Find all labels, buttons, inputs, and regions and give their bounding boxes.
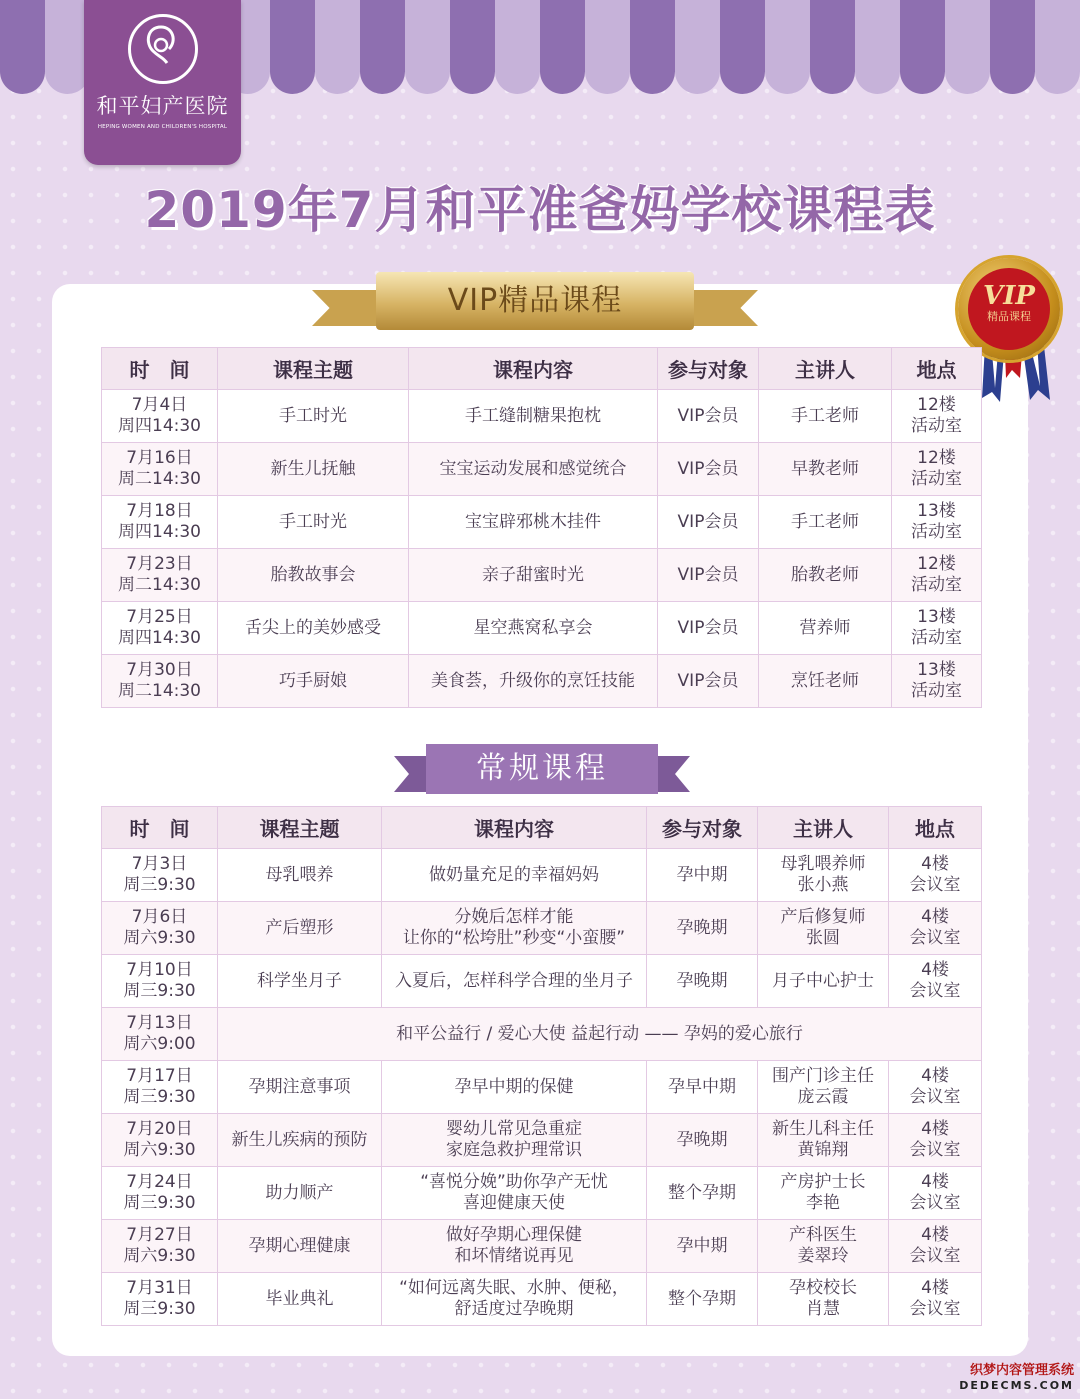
cell-audience: 孕晚期 — [647, 1114, 758, 1167]
header-place: 地点 — [892, 348, 982, 390]
cell-speaker: 围产门诊主任 庞云霞 — [758, 1061, 889, 1114]
awning-scallop — [0, 50, 45, 94]
cell-place: 13楼 活动室 — [892, 602, 982, 655]
cell-place: 12楼 活动室 — [892, 443, 982, 496]
cell-topic: 母乳喂养 — [218, 849, 382, 902]
vip-table-header-row — [102, 348, 982, 390]
cell-time: 7月3日 周三9:30 — [102, 849, 218, 902]
cell-speaker: 新生儿科主任 黄锦翔 — [758, 1114, 889, 1167]
awning-scallop — [630, 50, 675, 94]
table-row — [102, 849, 982, 902]
table-row — [102, 1061, 982, 1114]
cell-time: 7月30日 周二14:30 — [102, 655, 218, 708]
header-time: 时 间 — [102, 348, 218, 390]
cell-time: 7月25日 周四14:30 — [102, 602, 218, 655]
table-row — [102, 549, 982, 602]
cell-topic: 新生儿抚触 — [218, 443, 409, 496]
cell-time: 7月13日 周六9:00 — [102, 1008, 218, 1061]
header-speaker: 主讲人 — [758, 807, 889, 849]
awning-scallop — [360, 50, 405, 94]
cell-content: 亲子甜蜜时光 — [409, 549, 658, 602]
cell-place: 12楼 活动室 — [892, 390, 982, 443]
cell-merged-event: 和平公益行 / 爱心大使 益起行动 —— 孕妈的爱心旅行 — [218, 1008, 982, 1061]
cell-topic: 孕期心理健康 — [218, 1220, 382, 1273]
cell-speaker: 产房护士长 李艳 — [758, 1167, 889, 1220]
vip-course-table — [101, 347, 982, 708]
cell-topic: 手工时光 — [218, 390, 409, 443]
awning-scallop — [990, 50, 1035, 94]
cell-speaker: 早教老师 — [759, 443, 892, 496]
page-title: 2019年7月和平准爸妈学校课程表 — [144, 181, 936, 239]
medal-vip-text: VIP — [983, 281, 1035, 311]
cell-topic: 新生儿疾病的预防 — [218, 1114, 382, 1167]
awning-scallop — [810, 50, 855, 94]
cell-speaker: 手工老师 — [759, 390, 892, 443]
cell-time: 7月24日 周三9:30 — [102, 1167, 218, 1220]
cell-content: 入夏后，怎样科学合理的坐月子 — [382, 955, 647, 1008]
cell-audience: 孕早中期 — [647, 1061, 758, 1114]
table-row — [102, 1220, 982, 1273]
cell-audience: 孕晚期 — [647, 955, 758, 1008]
table-row — [102, 390, 982, 443]
cell-content: “喜悦分娩”助你孕产无忧 喜迎健康天使 — [382, 1167, 647, 1220]
cell-speaker: 产后修复师 张圆 — [758, 902, 889, 955]
cell-content: 手工缝制糖果抱枕 — [409, 390, 658, 443]
header-place: 地点 — [889, 807, 982, 849]
watermark-line2: DEDECMS.COM — [959, 1379, 1074, 1392]
cell-content: 孕早中期的保健 — [382, 1061, 647, 1114]
header-topic: 课程主题 — [218, 807, 382, 849]
regular-section-banner — [394, 744, 690, 800]
cell-time: 7月6日 周六9:30 — [102, 902, 218, 955]
awning-scallop — [495, 50, 540, 94]
awning-scallop — [315, 50, 360, 94]
cell-content: 分娩后怎样才能 让你的“松垮肚”秒变“小蛮腰” — [382, 902, 647, 955]
regular-section-heading: 常规课程 — [426, 744, 658, 794]
cell-audience: VIP会员 — [658, 390, 759, 443]
cell-place: 4楼 会议室 — [889, 849, 982, 902]
cell-topic: 孕期注意事项 — [218, 1061, 382, 1114]
cell-time: 7月20日 周六9:30 — [102, 1114, 218, 1167]
cell-topic: 产后塑形 — [218, 902, 382, 955]
cell-audience: 孕晚期 — [647, 902, 758, 955]
cell-place: 4楼 会议室 — [889, 1220, 982, 1273]
header-speaker: 主讲人 — [759, 348, 892, 390]
awning-scallop — [1035, 50, 1080, 94]
medal-disc — [958, 258, 1060, 360]
cell-place: 13楼 活动室 — [892, 655, 982, 708]
cell-time: 7月18日 周四14:30 — [102, 496, 218, 549]
cell-topic: 科学坐月子 — [218, 955, 382, 1008]
cell-speaker: 烹饪老师 — [759, 655, 892, 708]
cell-place: 12楼 活动室 — [892, 549, 982, 602]
header-topic: 课程主题 — [218, 348, 409, 390]
awning-scallop — [720, 50, 765, 94]
cell-place: 4楼 会议室 — [889, 955, 982, 1008]
cell-speaker: 胎教老师 — [759, 549, 892, 602]
cell-content: 星空燕窝私享会 — [409, 602, 658, 655]
cell-place: 13楼 活动室 — [892, 496, 982, 549]
cell-content: 宝宝运动发展和感觉统合 — [409, 443, 658, 496]
cell-audience: VIP会员 — [658, 443, 759, 496]
cell-content: 宝宝辟邪桃木挂件 — [409, 496, 658, 549]
header-content: 课程内容 — [409, 348, 658, 390]
cell-content: “如何远离失眠、水肿、便秘， 舒适度过孕晚期 — [382, 1273, 647, 1326]
cell-topic: 手工时光 — [218, 496, 409, 549]
cell-topic: 助力顺产 — [218, 1167, 382, 1220]
hospital-emblem-icon — [128, 14, 198, 84]
table-row — [102, 1167, 982, 1220]
cell-time: 7月4日 周四14:30 — [102, 390, 218, 443]
medal-sub-text: 精品课程 — [987, 310, 1031, 323]
cell-speaker: 孕校校长 肖慧 — [758, 1273, 889, 1326]
table-row — [102, 602, 982, 655]
hospital-logo — [84, 0, 241, 165]
cell-audience: VIP会员 — [658, 549, 759, 602]
hospital-name-en: HEPING WOMEN AND CHILDREN'S HOSPITAL — [97, 124, 228, 130]
vip-section-heading: VIP精品课程 — [376, 272, 694, 330]
header-audience: 参与对象 — [658, 348, 759, 390]
cell-speaker: 产科医生 姜翠玲 — [758, 1220, 889, 1273]
table-row — [102, 902, 982, 955]
awning-scallop — [270, 50, 315, 94]
header-audience: 参与对象 — [647, 807, 758, 849]
cell-topic: 巧手厨娘 — [218, 655, 409, 708]
awning-scallop — [585, 50, 630, 94]
header-time: 时 间 — [102, 807, 218, 849]
cell-audience: 整个孕期 — [647, 1273, 758, 1326]
cell-place: 4楼 会议室 — [889, 902, 982, 955]
cell-time: 7月23日 周二14:30 — [102, 549, 218, 602]
awning-scallop — [900, 50, 945, 94]
table-row — [102, 655, 982, 708]
awning-scallop — [675, 50, 720, 94]
cell-content: 做奶量充足的幸福妈妈 — [382, 849, 647, 902]
table-row — [102, 1273, 982, 1326]
cell-audience: 孕中期 — [647, 1220, 758, 1273]
vip-section-banner — [312, 272, 758, 336]
cell-speaker: 母乳喂养师 张小燕 — [758, 849, 889, 902]
awning-scallop — [855, 50, 900, 94]
cell-time: 7月17日 周三9:30 — [102, 1061, 218, 1114]
table-row — [102, 1114, 982, 1167]
cell-speaker: 月子中心护士 — [758, 955, 889, 1008]
cell-content: 做好孕期心理保健 和坏情绪说再见 — [382, 1220, 647, 1273]
cell-audience: 孕中期 — [647, 849, 758, 902]
regular-course-table — [101, 806, 982, 1326]
cell-time: 7月27日 周六9:30 — [102, 1220, 218, 1273]
awning-scallop — [765, 50, 810, 94]
awning-scallop — [405, 50, 450, 94]
awning-scallop — [945, 50, 990, 94]
cell-place: 4楼 会议室 — [889, 1273, 982, 1326]
cell-audience: VIP会员 — [658, 655, 759, 708]
table-row — [102, 955, 982, 1008]
table-row — [102, 1008, 982, 1061]
hospital-name-cn: 和平妇产医院 — [96, 94, 229, 118]
cell-speaker: 营养师 — [759, 602, 892, 655]
cell-speaker: 手工老师 — [759, 496, 892, 549]
cell-audience: VIP会员 — [658, 602, 759, 655]
watermark-line1: 织梦内容管理系统 — [969, 1363, 1074, 1378]
regular-table-header-row — [102, 807, 982, 849]
awning-scallop — [540, 50, 585, 94]
cell-topic: 胎教故事会 — [218, 549, 409, 602]
cell-place: 4楼 会议室 — [889, 1061, 982, 1114]
cell-place: 4楼 会议室 — [889, 1167, 982, 1220]
table-row — [102, 496, 982, 549]
cell-content: 婴幼儿常见急重症 家庭急救护理常识 — [382, 1114, 647, 1167]
table-row — [102, 443, 982, 496]
header-content: 课程内容 — [382, 807, 647, 849]
cell-audience: VIP会员 — [658, 496, 759, 549]
awning-scallop — [450, 50, 495, 94]
cell-topic: 毕业典礼 — [218, 1273, 382, 1326]
cell-content: 美食荟，升级你的烹饪技能 — [409, 655, 658, 708]
cell-time: 7月16日 周二14:30 — [102, 443, 218, 496]
cell-time: 7月31日 周三9:30 — [102, 1273, 218, 1326]
cell-time: 7月10日 周三9:30 — [102, 955, 218, 1008]
cell-place: 4楼 会议室 — [889, 1114, 982, 1167]
cell-audience: 整个孕期 — [647, 1167, 758, 1220]
watermark — [959, 1363, 1074, 1393]
cell-topic: 舌尖上的美妙感受 — [218, 602, 409, 655]
